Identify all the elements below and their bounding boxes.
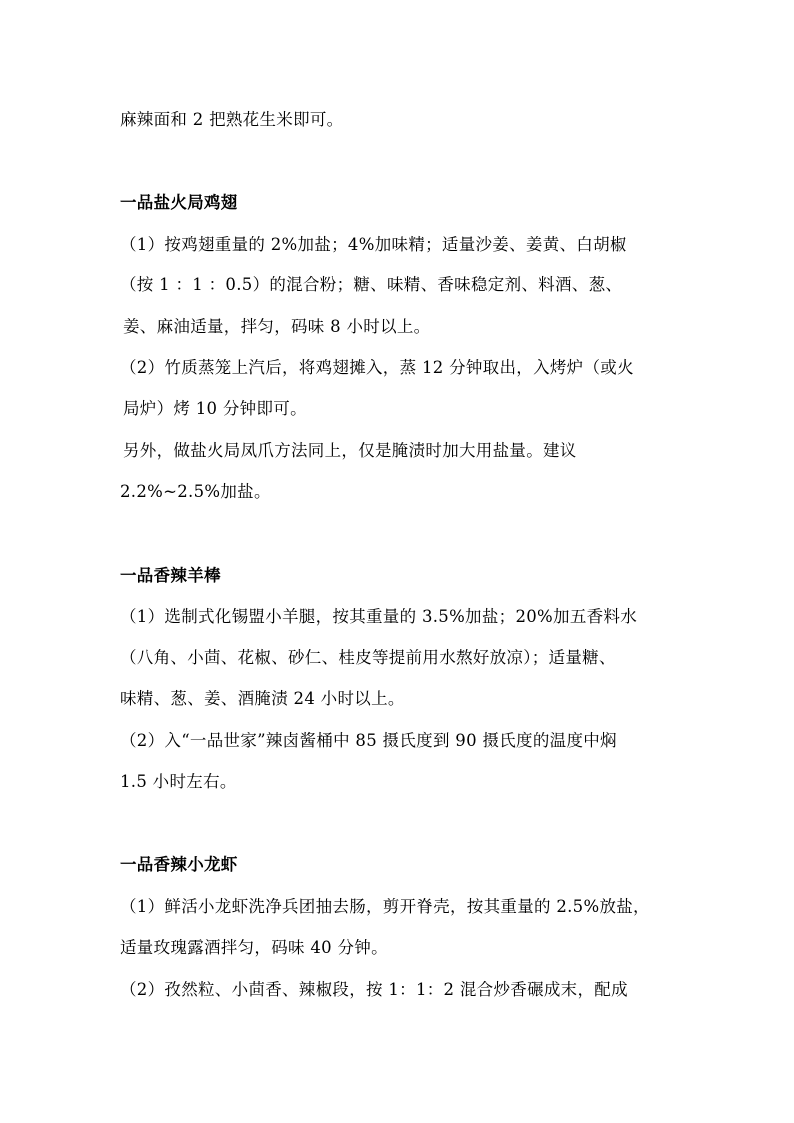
text-line: 另外，做盐火局凤爪方法同上，仅是腌渍时加大用盐量。建议 xyxy=(123,441,577,460)
text-line: （八角、小茴、花椒、砂仁、桂皮等提前用水熬好放凉）；适量糖、 xyxy=(120,648,616,667)
text-line: 1.5 小时左右。 xyxy=(120,772,237,791)
text-line: （2）孜然粒、小茴香、辣椒段，按 1：1：2 混合炒香碾成末，配成 xyxy=(120,980,628,999)
section-heading: 一品盐火局鸡翅 xyxy=(120,193,238,212)
text-line: （2）竹质蒸笼上汽后，将鸡翅摊入，蒸 12 分钟取出，入烤炉（或火 xyxy=(120,358,634,377)
text-line: 麻辣面和 2 把熟花生米即可。 xyxy=(120,110,344,129)
text-line: （1）选制式化锡盟小羊腿，按其重量的 3.5%加盐；20%加五香料水 xyxy=(120,607,638,626)
text-line: 2.2%~2.5%加盐。 xyxy=(120,482,271,501)
section-heading: 一品香辣小龙虾 xyxy=(120,855,238,874)
text-line: （1）按鸡翅重量的 2%加盐；4%加味精；适量沙姜、姜黄、白胡椒 xyxy=(120,235,627,254)
section-heading: 一品香辣羊棒 xyxy=(120,566,221,585)
text-line: （按 1 ：1 ：0.5）的混合粉；糖、味精、香味稳定剂、料酒、葱、 xyxy=(120,275,623,294)
text-line: 局炉）烤 10 分钟即可。 xyxy=(123,399,307,418)
text-line: 姜、麻油适量，拌匀，码味 8 小时以上。 xyxy=(123,317,431,336)
text-line: 适量玫瑰露酒拌匀，码味 40 分钟。 xyxy=(120,938,388,957)
text-line: 味精、葱、姜、酒腌渍 24 小时以上。 xyxy=(120,689,405,708)
text-line: （1）鲜活小龙虾洗净兵团抽去肠，剪开脊壳，按其重量的 2.5%放盐， xyxy=(120,897,650,916)
text-line: （2）入“一品世家”辣卤酱桶中 85 摄氏度到 90 摄氏度的温度中焖 xyxy=(120,731,617,750)
